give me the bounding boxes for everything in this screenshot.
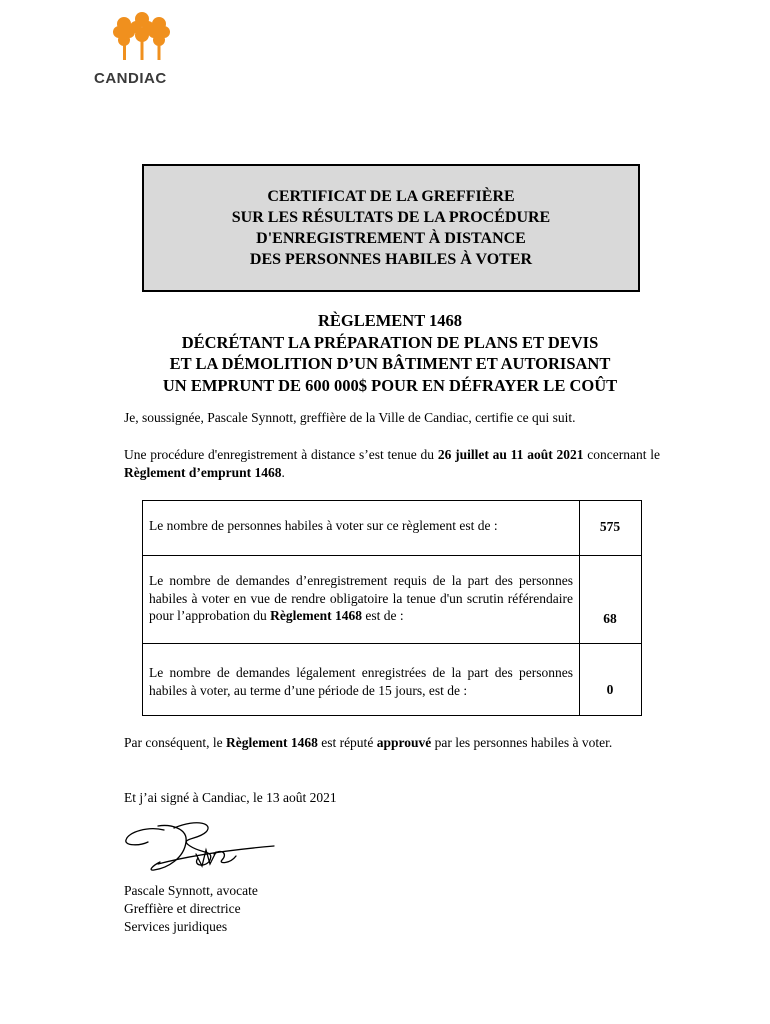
table-row: [143, 643, 641, 716]
logo-wordmark: CANDIAC: [94, 70, 167, 87]
signer-block: [124, 882, 258, 936]
row-text: Le nombre de demandes d’enregistrement requis de la part des personnes habiles à voter en vue de rendre obligatoire la tenue d'un scrutin référendaire pour l’approbation du: [149, 573, 573, 623]
row-description: [149, 572, 573, 625]
conclusion-approuve: approuvé: [376, 735, 432, 750]
reglement-line: DÉCRÉTANT LA PRÉPARATION DE PLANS ET DEVIS: [181, 332, 599, 352]
reglement-heading: [100, 310, 680, 396]
procedure-text: concernant le: [583, 447, 661, 462]
procedure-paragraph: [124, 446, 660, 482]
procedure-text: .: [281, 465, 285, 480]
row-text-bold: Règlement 1468: [270, 608, 362, 623]
row-value: 68: [603, 611, 617, 626]
table-row: [143, 501, 641, 555]
trees-logo-icon: [112, 10, 172, 68]
reglement-line: RÈGLEMENT 1468: [317, 311, 463, 330]
signer-department: Services juridiques: [124, 919, 228, 934]
conclusion-text: par les personnes habiles à voter.: [431, 735, 613, 750]
handwritten-signature: [118, 820, 278, 882]
conclusion-paragraph: [124, 734, 660, 752]
row-description: Le nombre de demandes légalement enregistrées de la part des personnes habiles à voter, au terme d’une période de 15 jours, est de :: [149, 665, 573, 698]
certificate-title-box: [142, 164, 640, 292]
conclusion-text: Par conséquent, le: [124, 735, 226, 750]
title-line: CERTIFICAT DE LA GREFFIÈRE: [267, 188, 515, 205]
conclusion-reglement: Règlement 1468: [225, 735, 318, 750]
title-line: SUR LES RÉSULTATS DE LA PROCÉDURE: [231, 209, 551, 226]
row-description: Le nombre de personnes habiles à voter sur ce règlement est de :: [149, 518, 498, 533]
signed-line: Et j’ai signé à Candiac, le 13 août 2021: [124, 790, 337, 805]
table-row: [143, 555, 641, 644]
intro-paragraph: Je, soussignée, Pascale Synnott, greffière de la Ville de Candiac, certifie ce qui suit.: [124, 410, 576, 425]
signer-title: Greffière et directrice: [124, 901, 241, 916]
row-value: 0: [606, 682, 614, 697]
signer-name: Pascale Synnott, avocate: [124, 883, 258, 898]
procedure-reglement: Règlement d’emprunt 1468: [124, 465, 282, 480]
procedure-text: Une procédure d'enregistrement à distance s’est tenue du: [124, 447, 438, 462]
title-line: D'ENREGISTREMENT À DISTANCE: [256, 230, 526, 247]
row-text: est de :: [361, 608, 404, 623]
conclusion-text: est réputé: [317, 735, 377, 750]
procedure-dates: 26 juillet au 11 août 2021: [437, 447, 584, 462]
reglement-line: ET LA DÉMOLITION D’UN BÂTIMENT ET AUTORISANT: [169, 354, 611, 373]
candiac-logo: [92, 10, 192, 87]
row-value: 575: [599, 519, 621, 534]
title-line: DES PERSONNES HABILES À VOTER: [249, 251, 533, 268]
reglement-line: UN EMPRUNT DE 600 000$ POUR EN DÉFRAYER LE COÛT: [162, 375, 618, 395]
results-table: [142, 500, 642, 716]
